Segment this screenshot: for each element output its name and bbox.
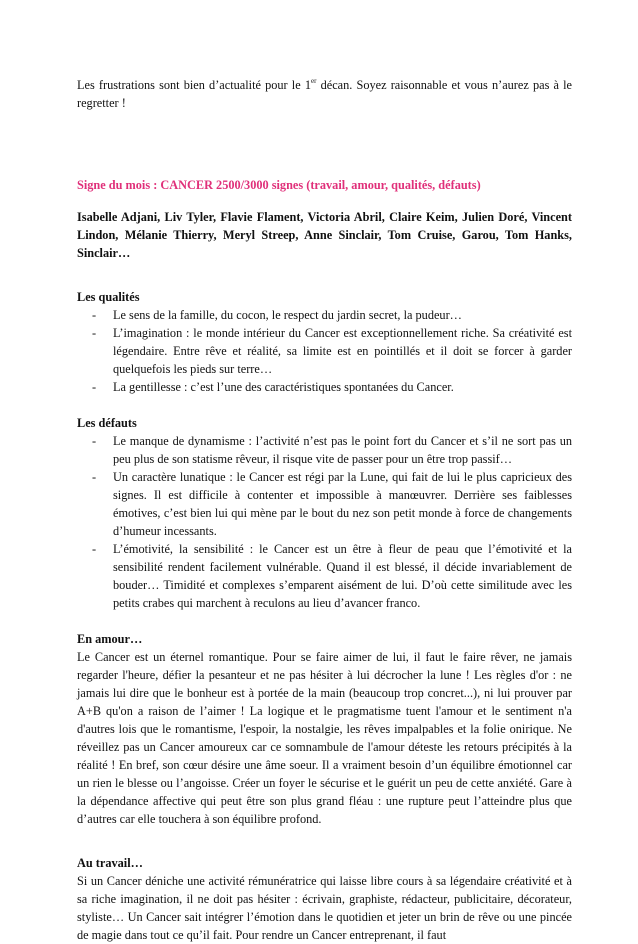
qualites-list bbox=[77, 306, 572, 396]
list-item: - Un caractère lunatique : le Cancer est régi par la Lune, qui fait de lui le plus capricieux des signes. Il est difficile à contenter et impossible à manœuvrer. Derrière ses faiblesses émotives, c’est bien lui qui mène par le bout du nez son petit monde à force de changements d’humeur incessants. bbox=[92, 470, 572, 538]
bullet-dash: - bbox=[92, 326, 97, 340]
qualites-heading: Les qualités bbox=[77, 290, 140, 304]
list-item: - L’imagination : le monde intérieur du Cancer est exceptionnellement riche. Sa créativité est légendaire. Entre rêve et réalité, sa limite est en pointillés et il doit se forcer à garder quelquefois les pieds sur terre… bbox=[92, 326, 572, 376]
list-item: - L’émotivité, la sensibilité : le Cancer est un être à fleur de peau que l’émotivité et la sensibilité rendent facilement vulnérable. Quand il est blessé, il décide invariablement de bouder… Timidité et complexes s’emparent aisément de lui. D’où cette similitude avec les petits crabes qui marchent à reculons au lieu d’avancer franco. bbox=[92, 542, 572, 610]
celebrity-list: Isabelle Adjani, Liv Tyler, Flavie Flament, Victoria Abril, Claire Keim, Julien Doré, Vincent Lindon, Mélanie Thierry, Meryl Streep, Anne Sinclair, Tom Cruise, Garou, Tom Hanks, Sinclair… bbox=[77, 210, 572, 260]
defauts-list bbox=[77, 432, 572, 612]
bullet-dash: - bbox=[92, 308, 97, 322]
intro-paragraph: Les frustrations sont bien d’actualité pour le 1er décan. Soyez raisonnable et vous n’aurez pas à le regretter ! bbox=[77, 76, 573, 110]
bullet-dash: - bbox=[92, 542, 97, 556]
sign-of-month-title: Signe du mois : CANCER 2500/3000 signes (travail, amour, qualités, défauts) bbox=[77, 178, 481, 192]
bullet-dash: - bbox=[92, 470, 97, 484]
bullet-dash: - bbox=[92, 380, 97, 394]
travail-heading: Au travail… bbox=[77, 856, 143, 870]
bullet-dash: - bbox=[92, 434, 97, 448]
ordinal-superscript: er bbox=[310, 76, 317, 85]
travail-paragraph: Si un Cancer déniche une activité rémunératrice qui laisse libre cours à sa légendaire créativité et à sa riche imagination, il ne doit pas hésiter : écrivain, graphiste, rédacteur, publicitaire, décorateur, styliste… Un Cancer sait intégrer l’émotion dans le quotidien et jeter un brin de rêve ou une pincée de magie dans tout ce qu’il fait. Pour rendre un Cancer entreprenant, il faut bbox=[77, 874, 572, 942]
list-item: - Le manque de dynamisme : l’activité n’est pas le point fort du Cancer et s’il ne sort pas un peu plus de son statisme rêveur, il risque vite de passer pour un être trop passif… bbox=[92, 434, 572, 466]
list-item: - La gentillesse : c’est l’une des caractéristiques spontanées du Cancer. bbox=[92, 380, 454, 394]
amour-heading: En amour… bbox=[77, 632, 143, 646]
list-item: - Le sens de la famille, du cocon, le respect du jardin secret, la pudeur… bbox=[92, 308, 462, 322]
defauts-heading: Les défauts bbox=[77, 416, 137, 430]
amour-paragraph: Le Cancer est un éternel romantique. Pour se faire aimer de lui, il faut le faire rêver, ne jamais regarder l'heure, défier la pesanteur et ne pas hésiter à lui décrocher la lune ! Les règles d'or : ne jamais lui dire que le bonheur est à portée de la main (beaucoup trop concret...), ni lui prouver par A+B qu'on a raison de l’aimer ! La logique et le pragmatisme tuent l'amour et le sentiment n'a d'autres lois que le romantisme, l'espoir, la nostalgie, les rêves impalpables et la folie onirique. Ne réveillez pas un Cancer amoureux car ce somnambule de l'amour déteste les retours précipités à la réalité ! En bref, son cœur désire une âme soeur. Il a vraiment besoin d’un équilibre émotionnel car un rien le blesse ou l’angoisse. Créer un foyer le sécurise et le guérit un peu de cette anxiété. Gare à la dépendance affective qui peut être son plus grand fléau : une rupture peut l’atteindre plus que d’autres car elle touchera à son équilibre profond. bbox=[77, 650, 572, 826]
